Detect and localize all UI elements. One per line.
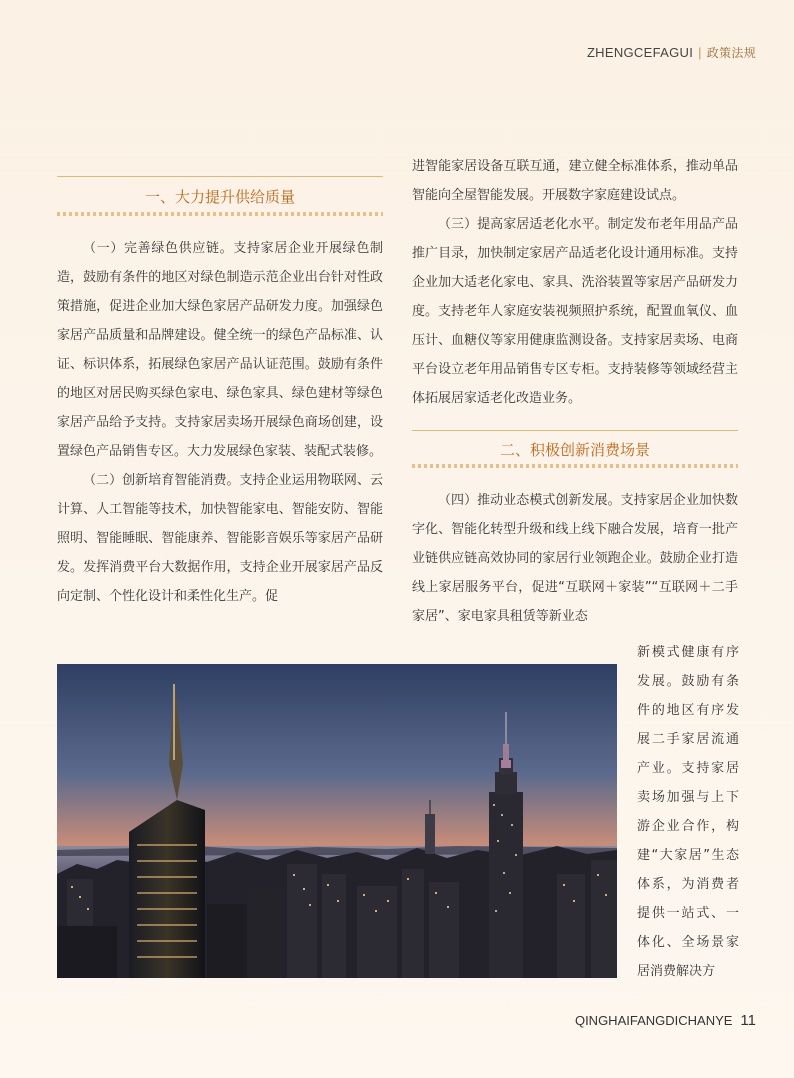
paragraph-4: （四）推动业态模式创新发展。支持家居企业加快数字化、智能化转型升级和线上线下融合发展，培育一批产业链供应链高效协同的家居行业领跑企业。鼓励企业打造线上家居服务平台，促进“互联网＋家装”“互联网＋二手家居”、家电家具租赁等新业态 [412, 493, 738, 624]
section2-top-rule [412, 430, 738, 431]
magazine-pinyin: ZHENGCEFAGUI [586, 45, 694, 60]
paragraph-3: （三）提高家居适老化水平。制定发布老年用品产品推广目录，加快制定家居产品适老化设计通用标准。支持企业加大适老化家电、家具、洗浴装置等家居产品研发力度。支持老年人家庭安装视频照护系统，配置血氧仪、血压计、血糖仪等家用健康监测设备。支持家居卖场、电商平台设立老年用品销售专区专柜。支持装修等领域经营主体拓展居家适老化改造业务。 [412, 217, 738, 406]
section2-title: 二、积极创新消费场景 [499, 441, 650, 459]
section1-bottom-rule [57, 212, 383, 216]
section1-top-rule [57, 176, 383, 177]
header-separator: | [698, 45, 702, 60]
right-column-mid [412, 486, 738, 631]
page-number: 11 [740, 1012, 756, 1029]
paragraph-4-continued: 新模式健康有序发展。鼓励有条件的地区有序发展二手家居流通产业。支持家居卖场加强与上下游企业合作，构建“大家居”生态体系，为消费者提供一站式、一体化、全场景家居消费解决方 [637, 645, 739, 979]
running-header [587, 44, 756, 61]
left-column [57, 234, 383, 611]
section1-title: 一、大力提升供给质量 [144, 188, 295, 206]
city-skyline-photo [57, 664, 617, 978]
paragraph-2: （二）创新培育智能消费。支持企业运用物联网、云计算、人工智能等技术，加快智能家电、智能安防、智能照明、智能睡眠、智能康养、智能影音娱乐等家居产品研发。发挥消费平台大数据作用，支持企业开展家居产品反向定制、个性化设计和柔性化生产。促 [57, 473, 383, 604]
magazine-name: QINGHAIFANGDICHANYE [574, 1013, 733, 1028]
right-column-top [412, 152, 738, 413]
section2-bottom-rule [412, 464, 738, 468]
right-column-narrow [637, 625, 739, 999]
section-name: 政策法规 [706, 46, 756, 60]
paragraph-2-continued: 进智能家居设备互联互通，建立健全标准体系，推动单品智能向全屋智能发展。开展数字家庭建设试点。 [412, 159, 738, 203]
page-footer [575, 1012, 756, 1029]
paragraph-1: （一）完善绿色供应链。支持家居企业开展绿色制造，鼓励有条件的地区对绿色制造示范企业出台针对性政策措施，促进企业加大绿色家居产品研发力度。加强绿色家居产品质量和品牌建设。健全统一的绿色产品标准、认证、标识体系，拓展绿色家居产品认证范围。鼓励有条件的地区对居民购买绿色家电、绿色家具、绿色建材等绿色家居产品给予支持。支持家居卖场开展绿色商场创建，设置绿色产品销售专区。大力发展绿色家装、装配式装修。 [57, 241, 383, 459]
